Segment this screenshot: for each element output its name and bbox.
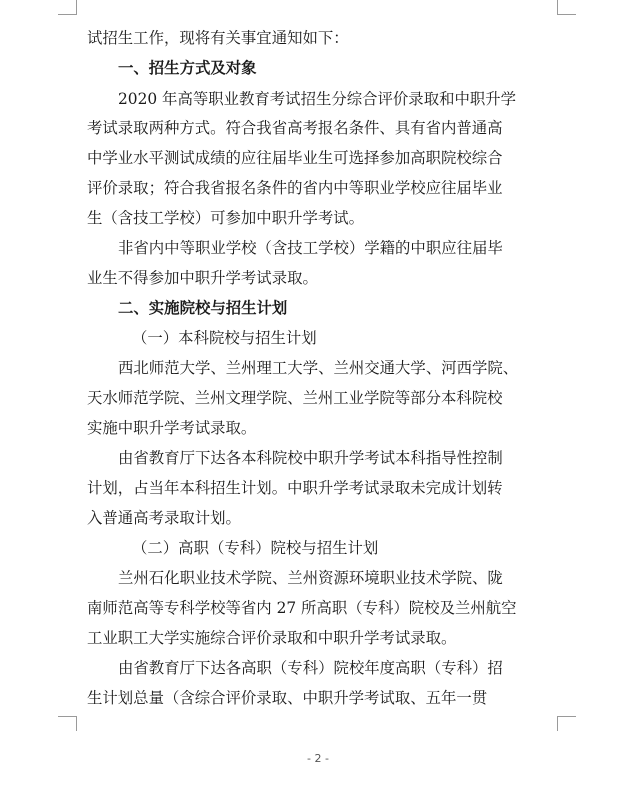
page-corner-mark [58,0,77,15]
document-page: 试招生工作，现将有关事宜通知如下： 一、招生方式及对象 2020 年高等职业教育考试招生分综合评价录取和中职升学 考试录取两种方式。符合我省高考报名条件、具有省内普通高 中学业水平测试成绩的应往届毕业生可选择参加高职院校综合 评价录取；符合我省报名条件的省内中等职业学校应往届毕业 生（含技工学校）可参加中职升学考试。 非省内中等职业学校（含技工学校）学籍的中职应往届毕 业生不得参加中职升学考试录取。 二、实施院校与招生计划 （一）本科院校与招生计划 西北师范大学、兰州理工大学、兰州交通大学、河西学院、 天水师范学院、兰州文理学院、兰州工业学院等部分本科院校 实施中职升学考试录取。 由省教育厅下达各本科院校中职升学考试本科指导性控制 计划，占当年本科招生计划。中职升学考试录取未完成计划转 入普通高考录取计划。 （二）高职（专科）院校与招生计划 兰州石化职业技术学院、兰州资源环境职业技术学院、陇 南师范高等专科学校等省内 27 所高职（专科）院校及兰州航空 工业职工大学实施综合评价录取和中职升学考试录取。 由省教育厅下达各高职（专科）院校年度高职（专科）招 生计划总量（含综合评价录取、中职升学考试取、五年一贯 - 2 - [0,0,636,803]
page-corner-mark [557,716,576,731]
page-corner-mark [557,0,576,15]
page-corner-mark [58,716,77,731]
page-number: - 2 - [307,752,329,765]
